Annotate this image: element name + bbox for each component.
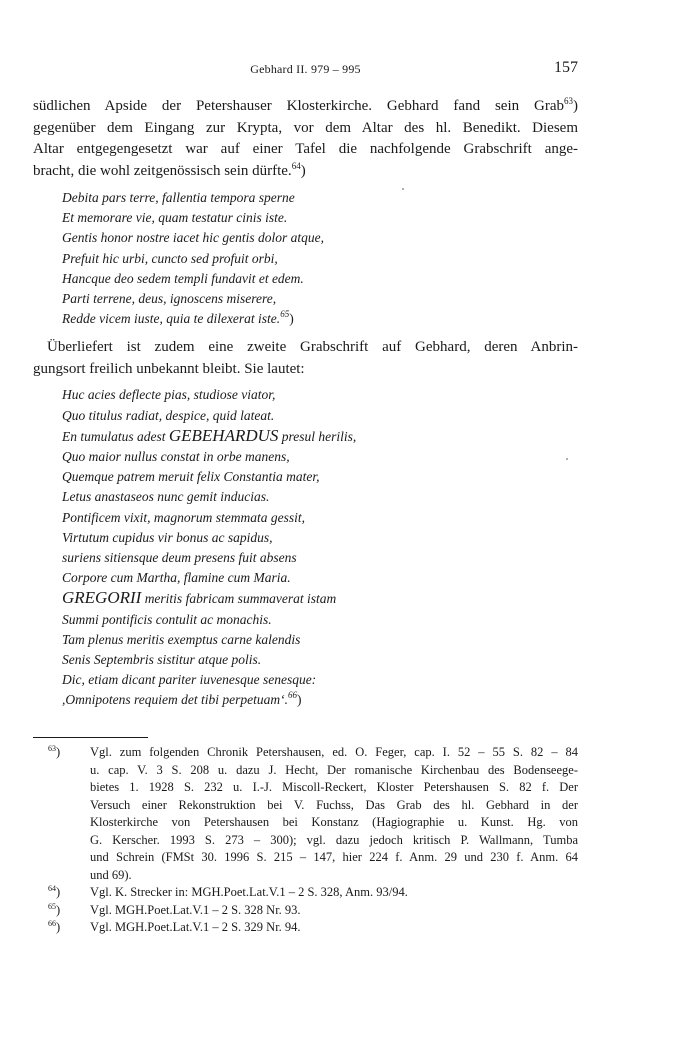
speck-mark [402,188,404,190]
verse-line-text: Parti terrene, deus, ignoscens miserere, [62,291,277,307]
verse-line [62,467,578,487]
verse-line [62,487,578,507]
verse-name-caps: GREGORII [62,588,142,608]
verse-line-text: Senis Septembris sistitur atque polis. [62,652,262,668]
epitaph-2 [33,385,578,710]
verse-line-text: Pontificem vixit, magnorum stemmata gessit, [62,509,305,525]
text-line [33,118,578,140]
footnote [48,919,578,937]
verse-line [62,385,578,405]
footnote-ref: 65 [280,309,290,320]
text-line [33,337,578,359]
footnote-ref: 66 [287,690,297,701]
footnote-line: Vgl. K. Strecker in: MGH.Poet.Lat.V.1 – 2 S. 328, Anm. 93/94. [90,885,408,899]
verse-line-text: Huc acies deflecte pias, studiose viator, [62,387,276,403]
text-line-text: gegenüber dem Eingang zur Krypta, vor dem Altar des hl. Benedikt. Diesem [33,119,578,136]
verse-line-text: Quo maior nullus constat in orbe manens, [62,449,290,465]
verse-line-text: Hancque deo sedem templi fundavit et edem. [62,270,304,286]
verse-line [62,690,578,710]
verse-line-text: Tam plenus meritis exemptus carne kalendis [62,631,301,647]
footnote-line: Vgl. zum folgenden Chronik Petershausen, ed. O. Feger, cap. I. 52 – 55 S. 82 – 84 [90,745,578,759]
verse-line-text: Letus anastaseos nunc gemit inducias. [62,489,270,505]
verse-line-text: Quo titulus radiat, despice, quid lateat. [62,407,275,423]
verse-line-text: Redde vicem iuste, quia te dilexerat iste. [62,311,281,327]
text-line [33,139,578,161]
verse-line-text: Dic, etiam dicant pariter iuvenesque senesque: [62,672,317,688]
footnote-line: Versuch einer Rekonstruktion bei V. Fuchss, Das Grab des hl. Gebhard in der [90,797,578,812]
verse-line-text: Quemque patrem meruit felix Constantia mater, [62,469,320,485]
verse-line [62,188,578,208]
verse-text: presul herilis, [278,428,357,444]
footnote-line: und Schrein (FMSt 30. 1996 S. 215 – 147, hier 224 f. Anm. 29 und 230 f. Anm. 64 [90,850,578,864]
footnote [48,902,578,920]
epitaph-1 [33,188,578,329]
footnote-number-text: 64 [48,884,56,893]
verse-line [62,630,578,650]
verse-line-text: Corpore cum Martha, flamine cum Maria. [62,570,291,586]
footnote-ref: 64 [291,160,301,171]
verse-line [62,650,578,670]
footnote-number-text: 66 [48,919,56,928]
main-text [33,96,578,711]
verse-line-text: Summi pontificis contulit ac monachis. [62,611,272,627]
footnote-ref-paren: ) [296,692,302,708]
footnote-ref-paren: ) [289,311,294,327]
text-line-text: gungsort freilich unbekannt bleibt. Sie lautet: [33,360,305,377]
verse-line [62,309,578,329]
footnote-number: $^{65}$) [48,901,61,917]
verse-line [62,426,578,447]
page-number: 157 [554,59,578,76]
text-line [33,359,578,381]
footnote-line: und 69). [90,867,132,882]
verse-line-text: Prefuit hic urbi, cuncto sed profuit orbi, [62,250,278,266]
verse-line [62,588,578,609]
verse-line [62,610,578,630]
footnote-rule [33,737,148,738]
verse-line [62,289,578,309]
verse-text: En tumulatus adest [62,428,169,444]
verse-line-text: Et memorare vie, quam testatur cinis iste. [62,210,288,226]
footnote-line: bietes 1. 1928 S. 232 u. I.-J. Miscoll-Reckert, Kloster Petershausen S. 82 f. Der [90,780,578,794]
speck-mark [566,458,568,460]
footnote-number-text: 65 [48,901,56,911]
verse-line [62,447,578,467]
verse-line-text: Gentis honor nostre iacet hic gentis dolor atque, [62,230,324,246]
footnote-line: u. cap. V. 3 S. 208 u. dazu J. Hecht, Der romanische Kirchenbau des Bodenseege- [90,762,578,777]
footnote [48,884,578,902]
paragraph-2 [33,337,578,380]
footnote [48,744,578,884]
verse-line-text: suriens sitiensque deum presens fuit absens [62,550,297,566]
verse-line [62,670,578,690]
footnote-ref-paren: ) [300,162,306,179]
verse-line [62,508,578,528]
verse-line-text: ,Omnipotens requiem det tibi perpetuam‘. [62,692,288,708]
verse-line-text: Debita pars terre, fallentia tempora sperne [62,190,295,205]
verse-text: meritis fabricam summaverat istam [141,591,337,607]
text-line-text: Überliefert ist zudem eine zweite Grabschrift auf Gebhard, deren Anbrin- [47,339,578,356]
footnotes [48,744,578,937]
footnote-number: $^{63}$) [48,744,61,759]
footnote-line: Vgl. MGH.Poet.Lat.V.1 – 2 S. 329 Nr. 94. [90,920,301,934]
running-title: Gebhard II. 979 – 995 [250,62,361,76]
footnote-number-text: 63 [48,744,56,753]
footnote-number: $^{64}$) [48,884,61,899]
text-line-text: bracht, die wohl zeitgenössisch sein dürfte. [33,162,292,179]
running-head [33,59,578,82]
paragraph-1 [33,96,578,182]
text-line-text: Altar entgegengesetzt war auf einer Tafel die nachfolgende Grabschrift ange- [33,141,578,157]
footnote-line: G. Kerscher. 1993 S. 273 – 300); vgl. dazu jedoch kritisch P. Wallmann, Tumba [90,832,578,847]
verse-line [62,568,578,588]
footnote-ref: 63 [564,96,573,106]
footnote-ref-paren: ) [573,98,578,114]
text-line [33,161,578,183]
verse-line [62,208,578,228]
footnote-line: Klosterkirche von Petershausen bei Konstanz (Hagiographie u. Kunst. Hg. von [90,815,578,829]
verse-line [62,269,578,289]
footnote-number: $^{66}$) [48,919,61,934]
verse-line [62,406,578,426]
verse-line [62,228,578,248]
text-line-text: südlichen Apside der Petershauser Klosterkirche. Gebhard fand sein Grab [33,98,564,114]
verse-line-text: Virtutum cupidus vir bonus ac sapidus, [62,529,273,545]
verse-line [62,548,578,568]
verse-name-caps: GEBEHARDUS [168,425,279,445]
verse-line [62,528,578,548]
text-line [33,96,578,118]
verse-line [62,249,578,269]
footnote-line: Vgl. MGH.Poet.Lat.V.1 – 2 S. 328 Nr. 93. [90,902,301,917]
